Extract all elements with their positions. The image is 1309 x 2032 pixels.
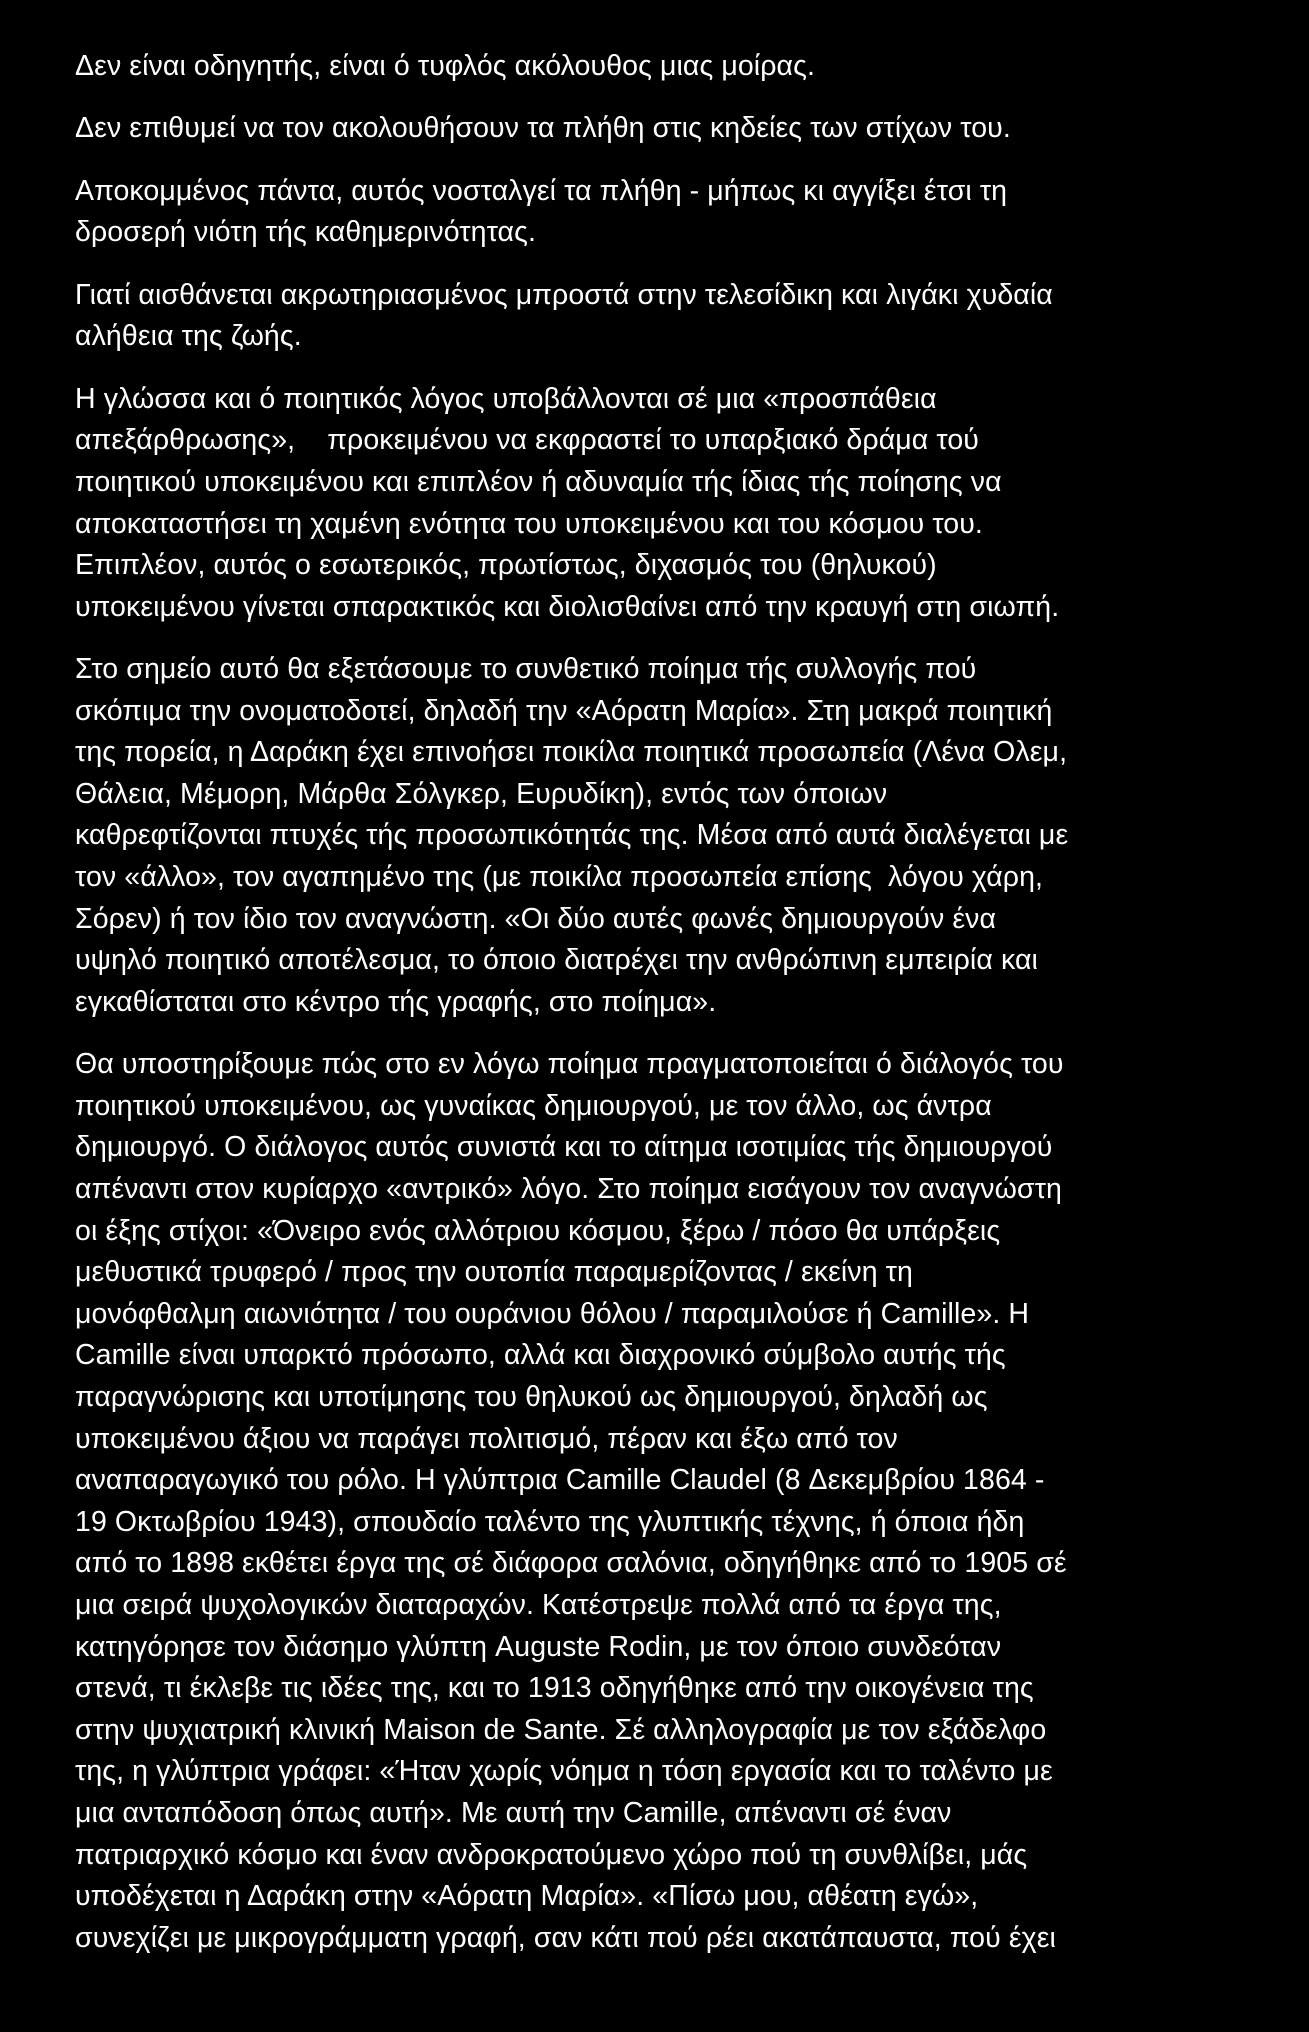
- paragraph-1: [75, 46, 1275, 88]
- text-line: δροσερή νιότη τής καθημερινότητας.: [75, 216, 536, 249]
- text-line: στην ψυχιατρική κλινική Maison de Sante. Σέ αλληλογραφία με τον εξάδελφο: [75, 1713, 1047, 1746]
- text-line: Επιπλέον, αυτός ο εσωτερικός, πρωτίστως, διχασμός του (θηλυκού): [75, 549, 937, 582]
- text-line: εγκαθίσταται στο κέντρο τής γραφής, στο ποίημα».: [75, 985, 717, 1018]
- text-line: από το 1898 εκθέτει έργα της σέ διάφορα σαλόνια, οδηγήθηκε από το 1905 σέ: [75, 1547, 1067, 1580]
- paragraph-6: [75, 649, 1275, 1023]
- text-line: Θάλεια, Μέμορη, Μάρθα Σόλγκερ, Ευρυδίκη), εντός των όποιων: [75, 777, 888, 810]
- text-line: Σόρεν) ή τον ίδιο τον αναγνώστη. «Οι δύο αυτές φωνές δημιουργούν ένα: [75, 902, 997, 935]
- paragraph-5: [75, 379, 1275, 629]
- text-line: Δεν επιθυμεί να τον ακολουθήσουν τα πλήθη στις κηδείες των στίχων του.: [75, 112, 1011, 145]
- text-line: ποιητικού υποκειμένου, ως γυναίκας δημιουργού, με τον άλλο, ως άντρα: [75, 1089, 992, 1122]
- text-line: υψηλό ποιητικό αποτέλεσμα, το όποιο διατρέχει την ανθρώπινη εμπειρία και: [75, 944, 1038, 977]
- text-line: Θα υποστηρίξουμε πώς στο εν λόγω ποίημα πραγματοποιείται ό διάλογός του: [75, 1048, 1064, 1081]
- text-line: υποκειμένου άξιου να παράγει πολιτισμό, πέραν και έξω από τον: [75, 1422, 898, 1455]
- text-line: υποδέχεται η Δαράκη στην «Αόρατη Μαρία». «Πίσω μου, αθέατη εγώ»,: [75, 1880, 979, 1913]
- text-line: απεξάρθρωσης», προκειμένου να εκφραστεί το υπαρξιακό δράμα τού: [75, 424, 979, 457]
- text-line: οι έξης στίχοι: «Όνειρο ενός αλλότριου κόσμου, ξέρω / πόσο θα υπάρξεις: [75, 1214, 1001, 1247]
- text-line: Στο σημείο αυτό θα εξετάσουμε το συνθετικό ποίημα τής συλλογής πού: [75, 653, 977, 686]
- text-line: σκόπιμα την ονοματοδοτεί, δηλαδή την «Αόρατη Μαρία». Στη μακρά ποιητική: [75, 694, 1053, 727]
- text-line: 19 Οκτωβρίου 1943), σπουδαίο ταλέντο της γλυπτικής τέχνης, ή όποια ήδη: [75, 1505, 1025, 1538]
- text-line: ποιητικού υποκειμένου και επιπλέον ή αδυναμία τής ίδιας τής ποίησης να: [75, 465, 1002, 498]
- paragraph-7: [75, 1044, 1275, 1959]
- text-line: Η γλώσσα και ό ποιητικός λόγος υποβάλλονται σέ μια «προσπάθεια: [75, 382, 937, 415]
- text-line: καθρεφτίζονται πτυχές τής προσωπικότητάς της. Μέσα από αυτά διαλέγεται με: [75, 819, 1069, 852]
- text-line: Γιατί αισθάνεται ακρωτηριασμένος μπροστά στην τελεσίδικη και λιγάκι χυδαία: [75, 278, 1053, 311]
- text-line: κατηγόρησε τον διάσημο γλύπτη Auguste Rodin, με τον όποιο συνδεόταν: [75, 1630, 1002, 1663]
- text-line: τον «άλλο», τον αγαπημένο της (με ποικίλα προσωπεία επίσης λόγου χάρη,: [75, 861, 1044, 894]
- text-line: υποκειμένου γίνεται σπαρακτικός και διολισθαίνει από την κραυγή στη σιωπή.: [75, 590, 1060, 623]
- text-line: πατριαρχικό κόσμο και έναν ανδροκρατούμενο χώρο πού τη συνθλίβει, μάς: [75, 1838, 1028, 1871]
- paragraph-3: [75, 171, 1275, 254]
- text-line: της πορεία, η Δαράκη έχει επινοήσει ποικίλα ποιητικά προσωπεία (Λένα Ολεμ,: [75, 736, 1068, 769]
- paragraph-2: [75, 108, 1275, 150]
- text-line: της, η γλύπτρια γράφει: «Ήταν χωρίς νόημα η τόση εργασία και το ταλέντο με: [75, 1755, 1053, 1788]
- paragraph-4: [75, 275, 1275, 358]
- text-line: στενά, τι έκλεβε τις ιδέες της, και το 1913 οδηγήθηκε από την οικογένεια της: [75, 1672, 1034, 1705]
- text-line: μονόφθαλμη αιωνιότητα / του ουράνιου θόλου / παραμιλούσε ή Camille». Η: [75, 1297, 1030, 1330]
- document-page: [75, 46, 1275, 1980]
- text-line: συνεχίζει με μικρογράμματη γραφή, σαν κάτι πού ρέει ακατάπαυστα, πού έχει: [75, 1921, 1056, 1954]
- text-line: παραγνώρισης και υποτίμησης του θηλυκού ως δημιουργού, δηλαδή ως: [75, 1381, 988, 1413]
- text-line: αλήθεια της ζωής.: [75, 320, 302, 353]
- text-line: αποκαταστήσει τη χαμένη ενότητα του υποκειμένου και του κόσμου του.: [75, 507, 983, 540]
- text-line: Αποκομμένος πάντα, αυτός νοσταλγεί τα πλήθη - μήπως κι αγγίξει έτσι τη: [75, 174, 1008, 207]
- text-line: απέναντι στον κυρίαρχο «αντρικό» λόγο. Στο ποίημα εισάγουν τον αναγνώστη: [75, 1173, 1062, 1206]
- text-line: Δεν είναι οδηγητής, είναι ό τυφλός ακόλουθος μιας μοίρας.: [75, 50, 815, 82]
- text-line: μια ανταπόδοση όπως αυτή». Με αυτή την Camille, απέναντι σέ έναν: [75, 1796, 952, 1829]
- text-line: Camille είναι υπαρκτό πρόσωπο, αλλά και διαχρονικό σύμβολο αυτής τής: [75, 1339, 1006, 1372]
- text-line: αναπαραγωγικό του ρόλο. Η γλύπτρια Camille Claudel (8 Δεκεμβρίου 1864 -: [75, 1464, 1045, 1497]
- text-line: μια σειρά ψυχολογικών διαταραχών. Κατέστρεψε πολλά από τα έργα της,: [75, 1588, 1002, 1621]
- text-line: μεθυστικά τρυφερό / προς την ουτοπία παραμερίζοντας / εκείνη τη: [75, 1256, 913, 1289]
- text-line: δημιουργό. Ο διάλογος αυτός συνιστά και το αίτημα ισοτιμίας τής δημιουργού: [75, 1131, 1053, 1164]
